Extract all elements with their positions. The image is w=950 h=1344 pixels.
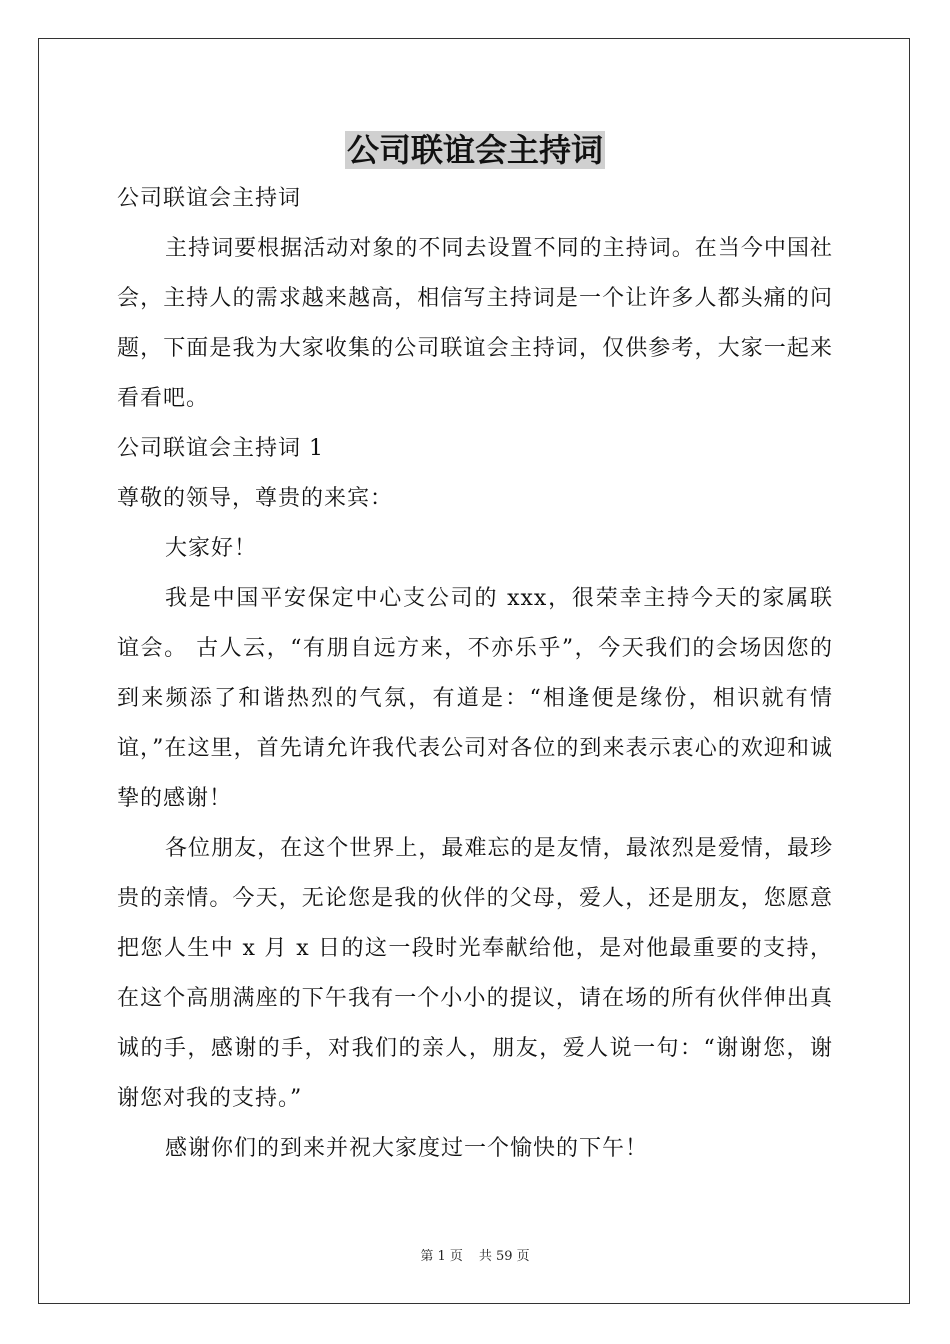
paragraph-intro: 主持词要根据活动对象的不同去设置不同的主持词。在当今中国社会，主持人的需求越来越高，相信写主持词是一个让许多人都头痛的问题，下面是我为大家收集的公司联谊会主持词，仅供参考，大家一起来看看吧。 [117,236,833,411]
paragraph-salutation: 尊敬的领导，尊贵的来宾： [117,486,394,511]
paragraph-greeting: 大家好！ [165,536,258,561]
page-total: 共 59 页 [478,1249,530,1264]
page-footer [0,1247,950,1267]
document-title-block [0,126,950,174]
page-number: 第 1 页 [420,1249,463,1264]
paragraph-welcome: 我是中国平安保定中心支公司的 xxx，很荣幸主持今天的家属联谊会。 古人云，“有朋自远方来，不亦乐乎”，今天我们的会场因您的到来频添了和谐热烈的气氛，有道是：“相逢便是缘份，相识就有情谊，”在这里，首先请允许我代表公司对各位的到来表示衷心的欢迎和诚挚的感谢！ [117,586,833,811]
document-body [117,174,833,1174]
paragraph-heading: 公司联谊会主持词 [117,186,302,211]
paragraph-closing: 感谢你们的到来并祝大家度过一个愉快的下午！ [165,1136,649,1161]
document-title: 公司联谊会主持词 [346,131,603,169]
paragraph-friends: 各位朋友，在这个世界上，最难忘的是友情，最浓烈是爱情，最珍贵的亲情。今天，无论您是我的伙伴的父母，爱人，还是朋友，您愿意把您人生中 x 月 x 日的这一段时光奉献给他，是对他最重要的支持，在这个高朋满座的下午我有一个小小的提议，请在场的所有伙伴伸出真诚的手，感谢的手，对我们的亲人，朋友，爱人说一句：“谢谢您，谢谢您对我的支持。” [117,836,833,1111]
section-heading: 公司联谊会主持词 1 [117,436,324,461]
